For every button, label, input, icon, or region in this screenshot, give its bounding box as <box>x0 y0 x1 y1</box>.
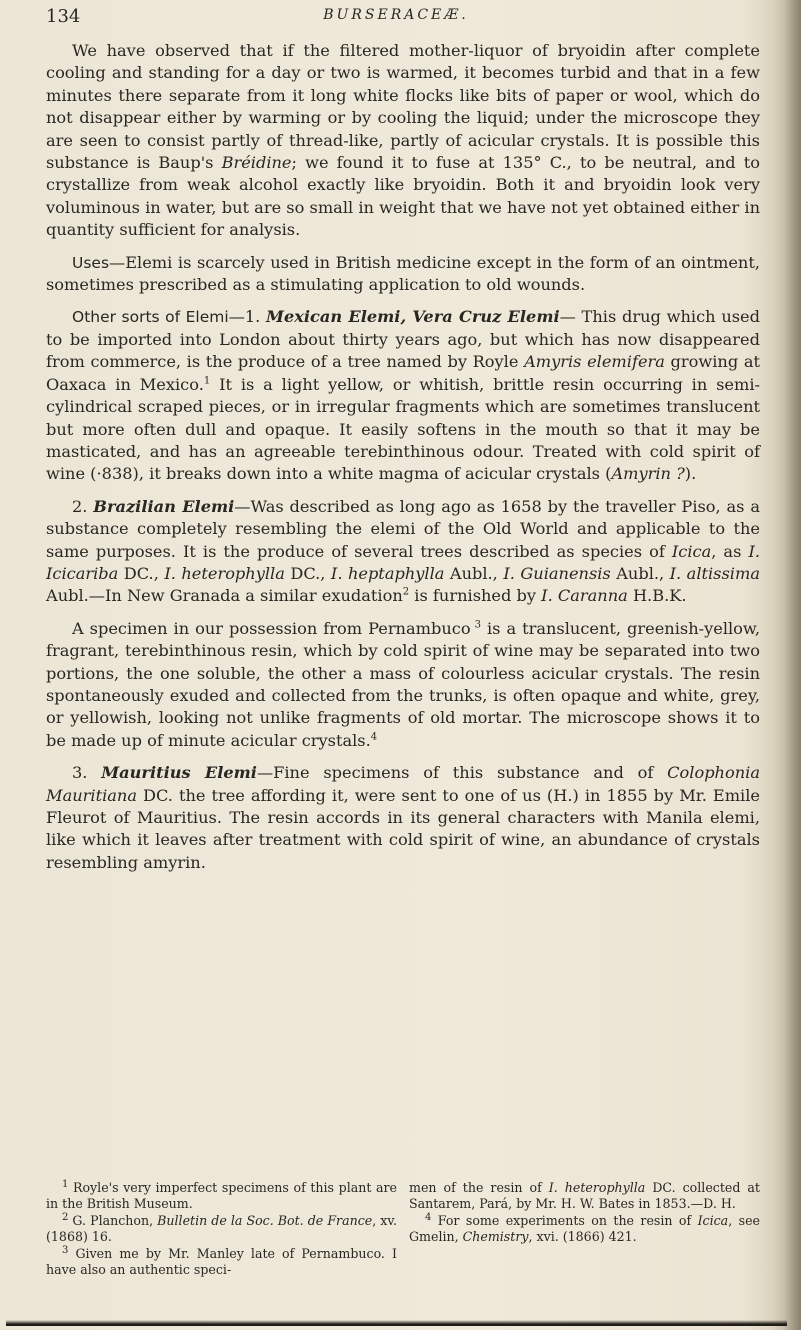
text-run: I. Guianensis <box>503 563 611 583</box>
text-run: ; we found it to fuse at 135° C., to be neutral, and to crystallize from weak alcohol exactly like bryoidin. Both it and bryoidin look very voluminous in water, but are so small in weight that we have not yet obtained either in quantity sufficient for analysis. <box>46 153 760 240</box>
text-run: 3. <box>72 763 102 783</box>
text-run: Aubl., <box>444 563 504 583</box>
footnote-ref: 1 <box>203 375 211 387</box>
text-run: DC., <box>284 563 331 583</box>
page-header <box>46 6 746 28</box>
text-run: I. heptaphylla <box>330 563 445 583</box>
footnotes-right-column <box>409 1180 760 1278</box>
text-run: Mexican Elemi, Vera Cruz Elemi <box>266 307 560 327</box>
footnote-1 <box>46 1180 397 1213</box>
text-run: A specimen in our possession from Pernambuco <box>72 618 471 638</box>
text-run: We have observed that if the filtered mother-liquor of bryoidin after complete cooling and standing for a day or two is warmed, it becomes turbid and that in a few minutes there separate from it long white flocks like bits of paper or wool, which do not disappear either by warming or by cooling the liquid; under the microscope they are seen to consist partly of thread-like, partly of acicular crystals. It is possible this substance is Baup's <box>46 41 760 173</box>
text-run: growing at Oaxaca in Mexico. <box>46 352 760 394</box>
text-run: It is a light yellow, or whitish, brittle resin occurring in semi-cylindrical scraped pieces, or in irregular fragments which are sometimes translucent but more often dull and opaque. It easily softens in the mouth so that it may be masticated, and has an agreeable terebinthinous odour. Treated with cold spirit of wine (·838), it breaks down into a white magma of acicular crystals ( <box>46 374 760 484</box>
text-run: Colophonia Mauritiana <box>46 763 760 805</box>
text-run: Brazilian Elemi <box>93 496 235 516</box>
text-run: I. Caranna <box>541 586 628 606</box>
footnote-3 <box>46 1246 397 1279</box>
footnote-ref: 2 <box>62 1211 69 1223</box>
footnotes-left-column <box>46 1180 397 1278</box>
footnotes <box>46 1180 760 1278</box>
text-run: Aubl., <box>610 563 670 583</box>
text-run: I. Icicariba <box>46 541 760 583</box>
bottom-rule <box>6 1320 787 1326</box>
footnote-4 <box>409 1213 760 1246</box>
paragraph-bryoidin <box>46 40 760 242</box>
footnote-ref: 2 <box>402 586 410 598</box>
paragraph-mauritius-elemi <box>46 762 760 874</box>
text-run: Royle's very imperfect specimens of this plant are in the British Museum. <box>46 1180 397 1212</box>
text-run: , as <box>711 541 749 561</box>
footnote-ref: 4 <box>425 1211 432 1223</box>
text-run: 2. <box>72 496 94 516</box>
text-run: Icica <box>671 541 712 561</box>
running-title: BURSERACEÆ. <box>323 7 469 23</box>
text-run: H.B.K. <box>627 586 687 606</box>
text-run: DC. collected at Santarem, Pará, by Mr. H. W. Bates in 1853.—D. H. <box>409 1180 760 1212</box>
text-run: —Elemi is scarcely used in British medicine except in the form of an ointment, sometimes prescribed as a stimulating application to old wounds. <box>46 252 760 295</box>
text-run: Mauritius Elemi <box>101 763 257 783</box>
text-run: I. altissima <box>669 563 760 583</box>
text-run: ). <box>684 464 697 484</box>
text-run: Chemistry <box>462 1229 529 1245</box>
text-run: I. heterophylla <box>164 563 285 583</box>
text-run: Given me by Mr. Manley late of Pernambuco. I have also an authentic speci- <box>46 1245 397 1278</box>
text-run: —Fine specimens of this substance and of <box>256 763 668 783</box>
text-run: , xvi. (1866) 421. <box>528 1229 637 1245</box>
text-run: , xv. (1868) 16. <box>46 1212 397 1245</box>
text-run: , see Gmelin, <box>409 1212 760 1245</box>
text-run: Amyrin ? <box>611 464 685 484</box>
text-run: Amyris elemifera <box>524 352 665 372</box>
text-run: is a translucent, greenish-yellow, fragrant, terebinthinous resin, which by cold spirit of wine may be separated into two portions, the one soluble, the other a mass of colourless acicular crystals. The resin spontaneously exuded and collected from the trunks, is often opaque and white, grey, or yellowish, looking not unlike fragments of old mortar. The microscope shows it to be made up of minute acicular crystals. <box>46 618 760 750</box>
text-run: DC. the tree affording it, were sent to one of us (H.) in 1855 by Mr. Emile Fleurot of Mauritius. The resin accords in its general characters with Manila elemi, like which it leaves after treatment with cold spirit of wine, an abundance of crystals resembling amyrin. <box>46 785 760 872</box>
paragraph-mexican-elemi <box>46 306 760 485</box>
text-run: Bréidine <box>221 153 292 173</box>
footnote-ref: 4 <box>370 731 378 743</box>
paragraph-brazilian-elemi <box>46 496 760 608</box>
text-run: Aubl.—In New Granada a similar exudation <box>46 586 403 606</box>
text-run: men of the resin of <box>409 1180 549 1195</box>
footnote-2 <box>46 1213 397 1246</box>
body-text <box>46 40 760 884</box>
text-run: Bulletin de la Soc. Bot. de France <box>157 1212 373 1228</box>
text-run: For some experiments on the resin of <box>431 1212 698 1228</box>
page-number: 134 <box>46 6 81 27</box>
text-run: is furnished by <box>409 586 542 606</box>
footnote-ref: 1 <box>62 1178 69 1190</box>
text-run: Uses <box>72 253 110 272</box>
text-run: — This drug which used to be imported into London about thirty years ago, but which has now disappeared from commerce, is the produce of a tree named by Royle <box>46 307 760 372</box>
footnote-ref: 3 <box>62 1244 69 1256</box>
paragraph-uses <box>46 252 760 297</box>
text-run: I. heterophylla <box>548 1180 646 1195</box>
text-run: —1. <box>228 307 267 327</box>
text-run: —Was described as long ago as 1658 by the traveller Piso, as a substance completely resembling the elemi of the Old World and applicable to the same purposes. It is the produce of several trees described as species of <box>46 496 760 561</box>
paragraph-pernambuco-specimen <box>46 618 760 752</box>
text-run: Icica <box>697 1212 729 1228</box>
text-run: G. Planchon, <box>68 1212 158 1228</box>
page-edge-shadow <box>773 0 801 1330</box>
text-run: Other sorts of Elemi <box>72 308 229 327</box>
footnote-ref: 3 <box>470 619 481 631</box>
footnote-3-continued <box>409 1180 760 1213</box>
text-run: DC., <box>118 563 165 583</box>
